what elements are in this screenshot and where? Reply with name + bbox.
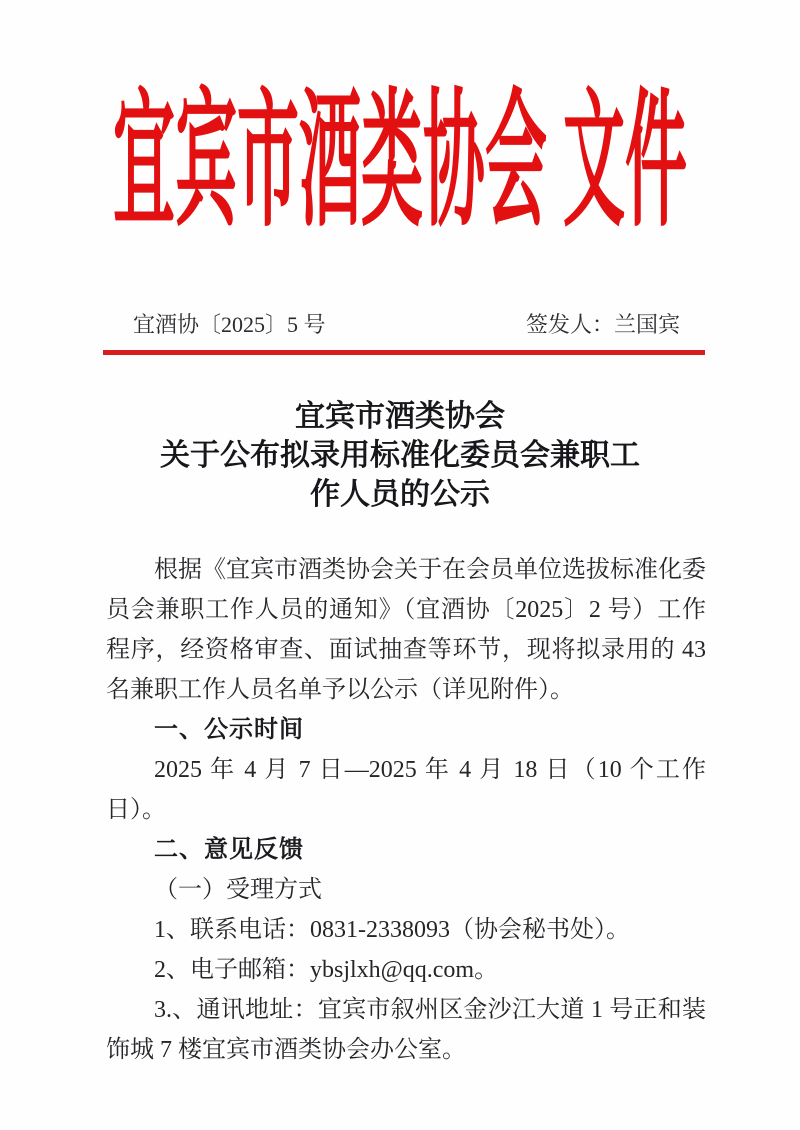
title-line-3: 作人员的公示 — [310, 478, 490, 511]
doc-number: 宜酒协〔2025〕5 号 — [133, 312, 326, 337]
document-body — [106, 550, 706, 1070]
heading-feedback: 二、意见反馈 — [154, 836, 304, 863]
red-separator-line — [103, 350, 705, 355]
paragraph-contact-email: 2、电子邮箱：ybsjlxh@qq.com。 — [154, 957, 499, 983]
doc-info-row — [133, 312, 680, 338]
paragraph-contact-address: 3.、通讯地址：宜宾市叙州区金沙江大道 1 号正和装饰城 7 楼宜宾市酒类协会办公室。 — [106, 997, 706, 1063]
paragraph-intro: 根据《宜宾市酒类协会关于在会员单位选拔标准化委员会兼职工作人员的通知》（宜酒协〔2025〕2 号）工作程序，经资格审查、面试抽查等环节，现将拟录用的 43 名兼职工作人员名单予以公示（详见附件）。 — [106, 557, 706, 703]
heading-publicity-period: 一、公示时间 — [154, 716, 304, 743]
document-title — [0, 397, 800, 514]
red-banner — [0, 80, 800, 248]
paragraph-acceptance-method: （一）受理方式 — [154, 877, 322, 903]
banner-wenjian-label: 文件 — [563, 82, 688, 246]
banner-org-name: 宜宾市酒类协会 — [112, 82, 547, 246]
issuer-name: 签发人：兰国宾 — [525, 312, 680, 337]
title-line-2: 关于公布拟录用标准化委员会兼职工 — [160, 439, 640, 472]
title-line-1: 宜宾市酒类协会 — [295, 400, 505, 433]
paragraph-contact-phone: 1、联系电话：0831-2338093（协会秘书处）。 — [154, 917, 630, 943]
paragraph-publicity-dates: 2025 年 4 月 7 日—2025 年 4 月 18 日（10 个工作日）。 — [106, 757, 706, 823]
